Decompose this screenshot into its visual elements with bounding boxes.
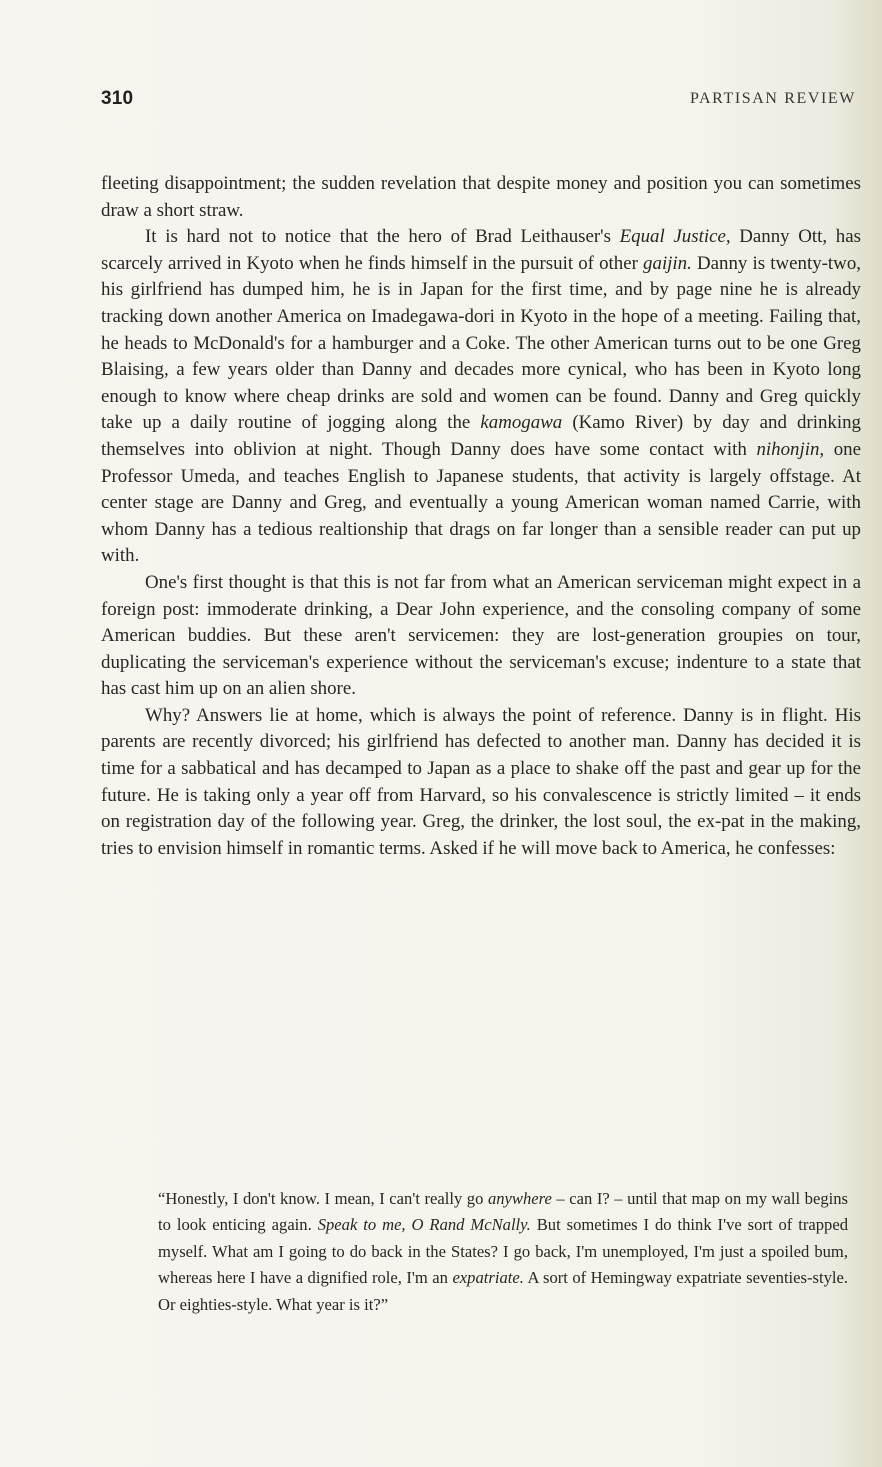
italic-text: Equal Justice, [619, 226, 731, 248]
text-run: “Honestly, I don't know. I mean, I can't really go [158, 1189, 488, 1208]
italic-text: gaijin. [643, 252, 692, 274]
text-run: But sometimes I do think I've sort of trapped myself. What am I going to do back in the States? I go back, I'm unemployed, I'm just a spoiled bum, whereas here I have a dignified role, I'm an [158, 1215, 848, 1288]
running-head: PARTISAN REVIEW [689, 90, 856, 107]
text-run: Danny Ott, has scarcely arrived in Kyoto when he finds himself in the pursuit of other [101, 226, 861, 274]
italic-text: Speak to me, O Rand McNally. [317, 1215, 531, 1235]
italic-text: kamogawa [480, 412, 563, 434]
quote-paragraph [158, 1186, 848, 1318]
block-quote [158, 1186, 848, 1318]
body-text [101, 171, 861, 862]
text-run: one Professor Umeda, and teaches English to Japanese students, that activity is largely offstage. At center stage are Danny and Greg, and eventually a young American woman named Carrie, with whom Danny has a tedious realtionship that drags on far longer than a sensible reader can put up with. [101, 438, 862, 567]
italic-text: expatriate. [452, 1268, 524, 1288]
text-run: Danny is twenty-two, his girlfriend has dumped him, he is in Japan for the first time, and by page nine he is already tracking down another America on Imadegawa-dori in Kyoto in the hope of a meeting. Failing that, he heads to McDonald's for a hamburger and a Coke. The other American turns out to be one Greg Blaising, a few years older than Danny and decades more cynical, who has been in Kyoto long enough to know where cheap drinks are sold and women can be found. Danny and Greg quickly take up a daily routine of jogging along the [101, 252, 861, 434]
text-run: A sort of Hemingway expatriate seventies-style. Or eighties-style. What year is it?” [158, 1268, 848, 1314]
paragraph [101, 171, 861, 224]
italic-text: anywhere [487, 1189, 552, 1208]
paragraph [101, 224, 861, 570]
paragraph [101, 703, 861, 863]
page-number: 310 [101, 88, 134, 109]
text-run: (Kamo River) by day and drinking themselves into oblivion at night. Though Danny does have some contact with [101, 412, 861, 460]
text-run: Why? Answers lie at home, which is always the point of reference. Danny is in flight. His parents are recently divorced; his girlfriend has defected to another man. Danny has decided it is time for a sabbatical and has decamped to Japan as a place to shake off the past and gear up for the future. He is taking only a year off from Harvard, so his convalescence is strictly limited – it ends on registration day of the following year. Greg, the drinker, the lost soul, the ex-pat in the making, tries to envision himself in romantic terms. Asked if he will move back to America, he confesses: [101, 704, 861, 859]
paragraph [101, 570, 861, 703]
text-run: One's first thought is that this is not far from what an American serviceman might expect in a foreign post: immoderate drinking, a Dear John experience, and the consoling company of some American buddies. But these aren't servicemen: they are lost-generation groupies on tour, duplicating the serviceman's experience without the serviceman's excuse; indenture to a state that has cast him up on an alien shore. [101, 571, 861, 700]
italic-text: nihonjin, [756, 438, 825, 460]
text-run: – can I? – until that map on my wall begins to look enticing again. [158, 1189, 848, 1235]
text-run: It is hard not to notice that the hero of Brad Leithauser's [145, 226, 620, 248]
text-run: fleeting disappointment; the sudden revelation that despite money and position you can sometimes draw a short straw. [101, 173, 861, 221]
